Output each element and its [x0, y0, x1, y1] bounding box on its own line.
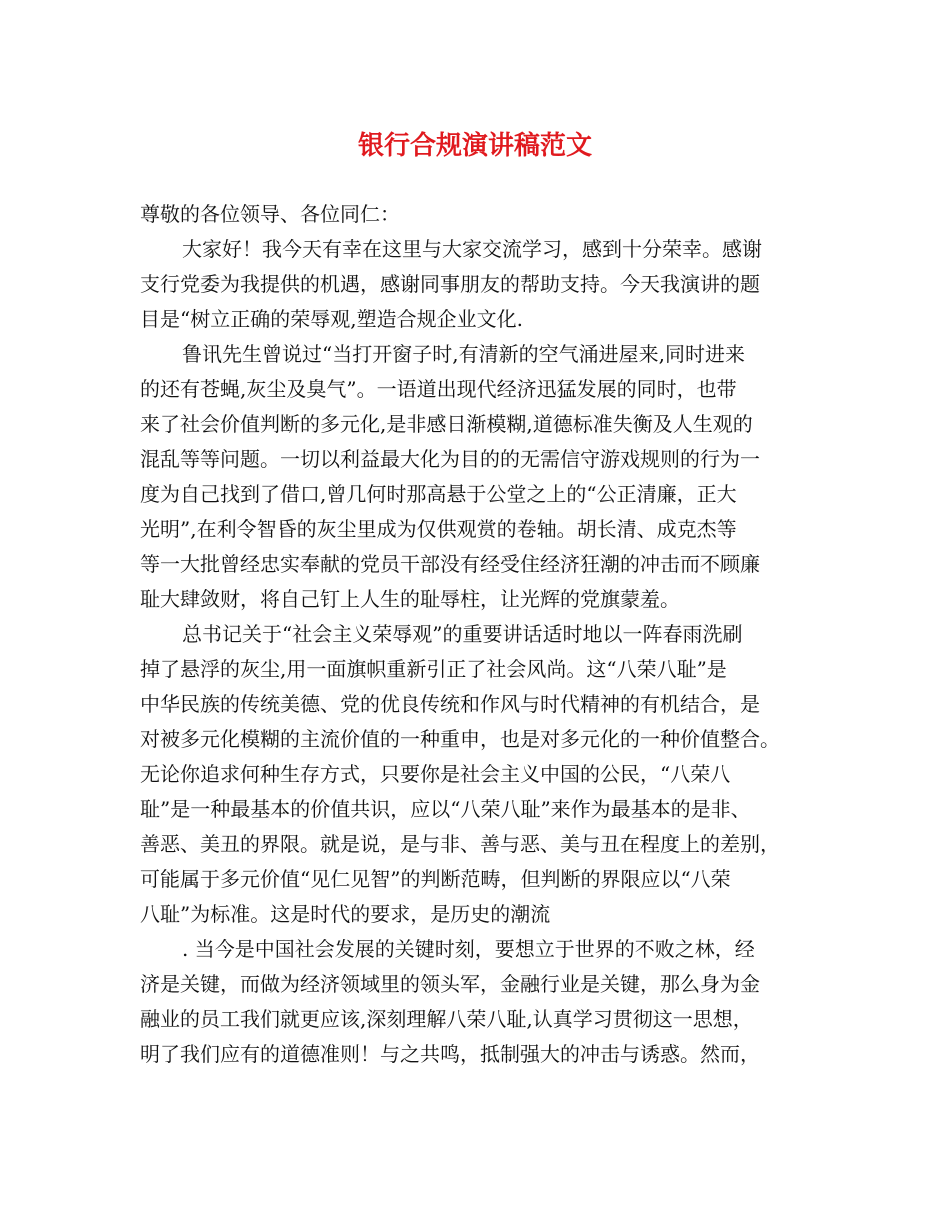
paragraph-line: 无论你追求何种生存方式，只要你是社会主义中国的公民，“八荣八	[140, 762, 731, 786]
paragraph-line: 明了我们应有的道德准则！与之共鸣，抵制强大的冲击与诱惑。然而，	[140, 1042, 760, 1066]
paragraph-line: 支行党委为我提供的机遇，感谢同事朋友的帮助支持。今天我演讲的题	[140, 272, 760, 296]
paragraph-line: . 当今是中国社会发展的关键时刻，要想立于世界的不败之林，经	[182, 937, 755, 961]
paragraph-line: 光明”,在利令智昏的灰尘里成为仅供观赏的卷轴。胡长清、成克杰等	[140, 517, 737, 541]
paragraph-line: 大家好！我今天有幸在这里与大家交流学习，感到十分荣幸。感谢	[182, 237, 762, 261]
paragraph-line: 掉了悬浮的灰尘,用一面旗帜重新引正了社会风尚。这“八荣八耻”是	[140, 657, 727, 681]
paragraph-line: 混乱等等问题。一切以利益最大化为目的的无需信守游戏规则的行为一	[140, 447, 760, 471]
paragraph-line: 融业的员工我们就更应该,深刻理解八荣八耻,认真学习贯彻这一思想，	[140, 1007, 753, 1031]
paragraph-line: 中华民族的传统美德、党的优良传统和作风与时代精神的有机结合，是	[140, 692, 760, 716]
paragraph-line: 目是“树立正确的荣辱观,塑造合规企业文化.	[140, 307, 523, 331]
paragraph-line: 来了社会价值判断的多元化,是非感日渐模糊,道德标准失衡及人生观的	[140, 412, 753, 436]
salutation-line: 尊敬的各位领导、各位同仁：	[140, 202, 400, 226]
paragraph-line: 鲁讯先生曾说过“当打开窗子时,有清新的空气涌进屋来,同时进来	[182, 342, 745, 366]
paragraph-line: 对被多元化模糊的主流价值的一种重申，也是对多元化的一种价值整合。	[140, 727, 780, 751]
paragraph-line: 度为自己找到了借口,曾几何时那高悬于公堂之上的“公正清廉，正大	[140, 482, 737, 506]
document-title: 银行合规演讲稿范文	[357, 131, 592, 161]
paragraph-line: 可能属于多元价值“见仁见智”的判断范畴，但判断的界限应以“八荣	[140, 867, 731, 891]
paragraph-line: 耻”是一种最基本的价值共识，应以“八荣八耻”来作为最基本的是非、	[140, 797, 751, 821]
paragraph-line: 等一大批曾经忠实奉献的党员干部没有经受住经济狂潮的冲击而不顾廉	[140, 552, 760, 576]
document-body	[140, 197, 830, 1072]
paragraph-line: 八耻”为标准。这是时代的要求，是历史的潮流	[140, 902, 551, 926]
paragraph-line: 的还有苍蝇,灰尘及臭气”。一语道出现代经济迅猛发展的同时，也带	[140, 377, 737, 401]
paragraph-line: 总书记关于“社会主义荣辱观”的重要讲话适时地以一阵春雨洗刷	[182, 622, 743, 646]
paragraph-line: 济是关键，而做为经济领域里的领头军，金融行业是关键，那么身为金	[140, 972, 760, 996]
paragraph-line: 耻大肆敛财，将自己钉上人生的耻辱柱，让光辉的党旗蒙羞。	[140, 587, 680, 611]
paragraph-line: 善恶、美丑的界限。就是说，是与非、善与恶、美与丑在程度上的差别，	[140, 832, 780, 856]
